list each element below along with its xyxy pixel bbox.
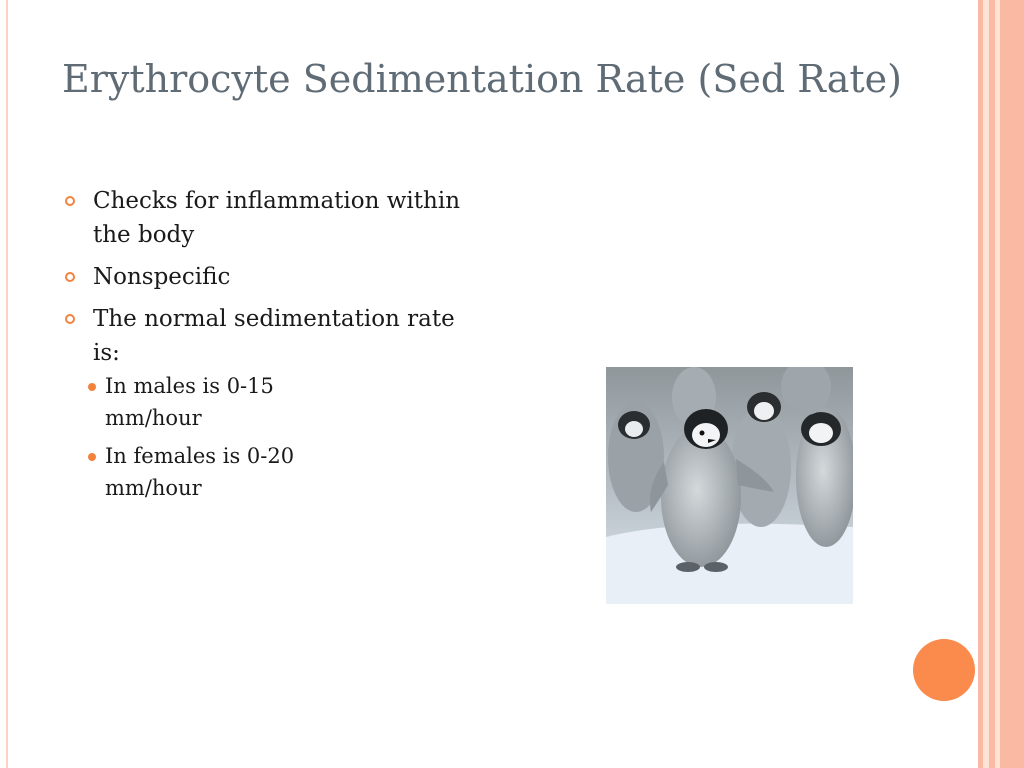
sub-bullet-text: In males is 0-15 mm/hour <box>105 374 274 430</box>
sub-bullet-item <box>64 370 375 434</box>
penguins-photo <box>606 367 853 604</box>
bullet-item <box>64 184 484 252</box>
bullet-dot-icon <box>88 383 96 391</box>
bullet-ring-icon <box>65 272 75 282</box>
bullet-text: Checks for inflammation within the body <box>93 188 461 248</box>
slide-body <box>64 184 484 512</box>
sub-bullet-text: In females is 0-20 mm/hour <box>105 444 295 500</box>
sub-bullet-item <box>64 440 375 504</box>
bullet-text: The normal sedimentation rate is: <box>93 306 455 366</box>
bullet-dot-icon <box>88 453 96 461</box>
bullet-ring-icon <box>65 196 75 206</box>
decorative-stripe <box>1000 0 1024 768</box>
bullet-text: Nonspecific <box>93 264 231 290</box>
sub-bullet-list <box>93 370 484 504</box>
bullet-item <box>64 260 484 294</box>
bullet-ring-icon <box>65 314 75 324</box>
slide-title: Erythrocyte Sedimentation Rate (Sed Rate) <box>62 57 902 101</box>
left-border-line <box>6 0 8 768</box>
penguins-icon <box>606 367 853 604</box>
decorative-circle <box>913 639 975 701</box>
bullet-item <box>64 302 484 504</box>
